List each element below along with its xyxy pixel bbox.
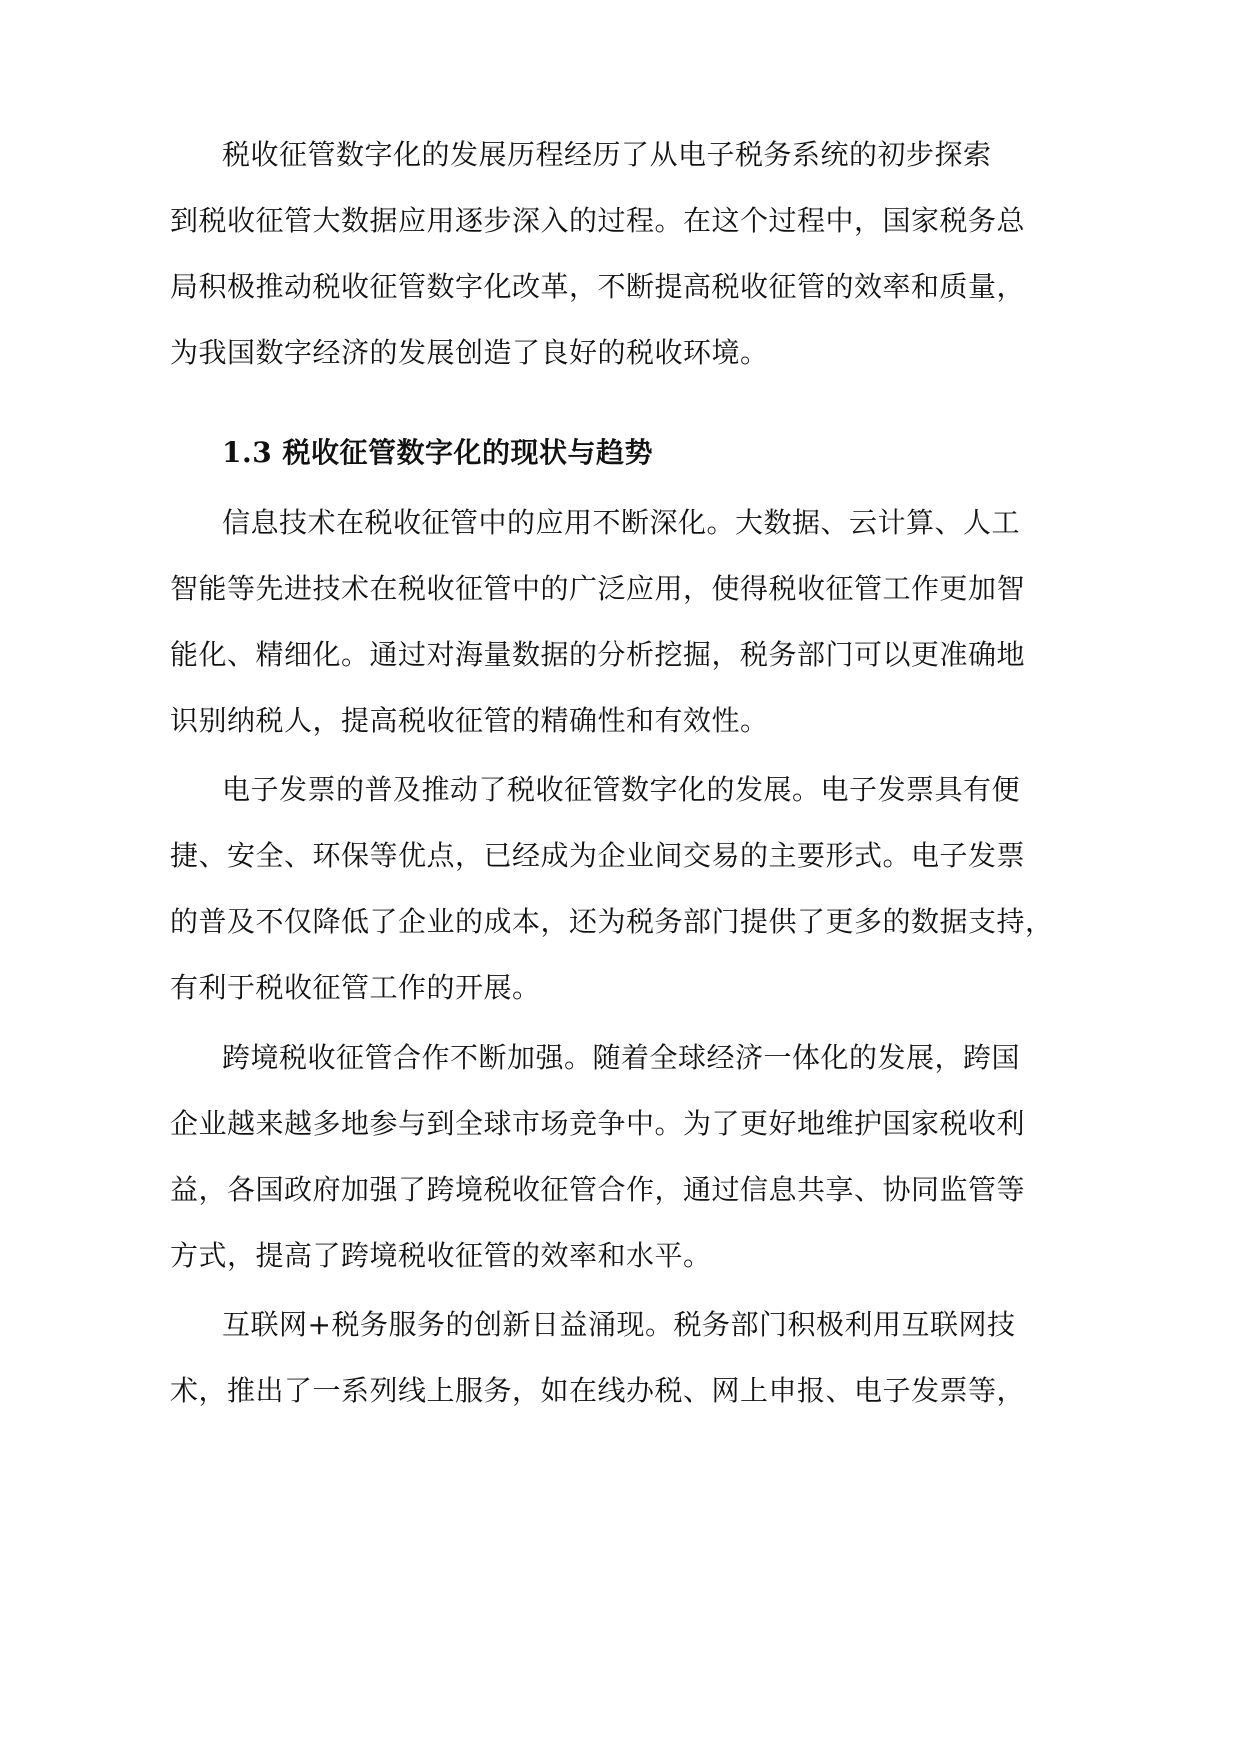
paragraph-1-line-4: 为我国数字经济的发展创造了良好的税收环境。 [170,336,769,369]
paragraph-3-line-2: 捷、安全、环保等优点，已经成为企业间交易的主要形式。电子发票 [170,839,1026,872]
paragraph-3-line-1: 电子发票的普及推动了税收征管数字化的发展。电子发票具有便 [222,773,1021,806]
paragraph-2-line-3: 能化、精细化。通过对海量数据的分析挖掘，税务部门可以更准确地 [170,638,1026,671]
paragraph-1-line-3: 局积极推动税收征管数字化改革，不断提高税收征管的效率和质量， [170,270,1026,303]
paragraph-4-line-2: 企业越来越多地参与到全球市场竞争中。为了更好地维护国家税收利 [170,1107,1026,1140]
paragraph-3-line-4: 有利于税收征管工作的开展。 [170,971,541,1004]
paragraph-2-line-4: 识别纳税人，提高税收征管的精确性和有效性。 [170,704,769,737]
paragraph-4-line-4: 方式，提高了跨境税收征管的效率和水平。 [170,1239,712,1272]
paragraph-3-line-3: 的普及不仅降低了企业的成本，还为税务部门提供了更多的数据支持， [170,905,1054,938]
paragraph-2-line-2: 智能等先进技术在税收征管中的广泛应用，使得税收征管工作更加智 [170,572,1026,605]
section-heading: 1.3 税收征管数字化的现状与趋势 [222,436,653,469]
paragraph-4-line-3: 益，各国政府加强了跨境税收征管合作，通过信息共享、协同监管等 [170,1173,1026,1206]
paragraph-5-line-1: 互联网+税务服务的创新日益涌现。税务部门积极利用互联网技 [222,1308,1016,1341]
paragraph-1-line-2: 到税收征管大数据应用逐步深入的过程。在这个过程中，国家税务总 [170,204,1026,237]
paragraph-2-line-1: 信息技术在税收征管中的应用不断深化。大数据、云计算、人工 [222,506,1021,539]
paragraph-5-line-2: 术，推出了一系列线上服务，如在线办税、网上申报、电子发票等， [170,1374,1026,1407]
paragraph-4-line-1: 跨境税收征管合作不断加强。随着全球经济一体化的发展，跨国 [222,1041,1021,1074]
paragraph-1-line-1: 税收征管数字化的发展历程经历了从电子税务系统的初步探索 [222,138,992,171]
